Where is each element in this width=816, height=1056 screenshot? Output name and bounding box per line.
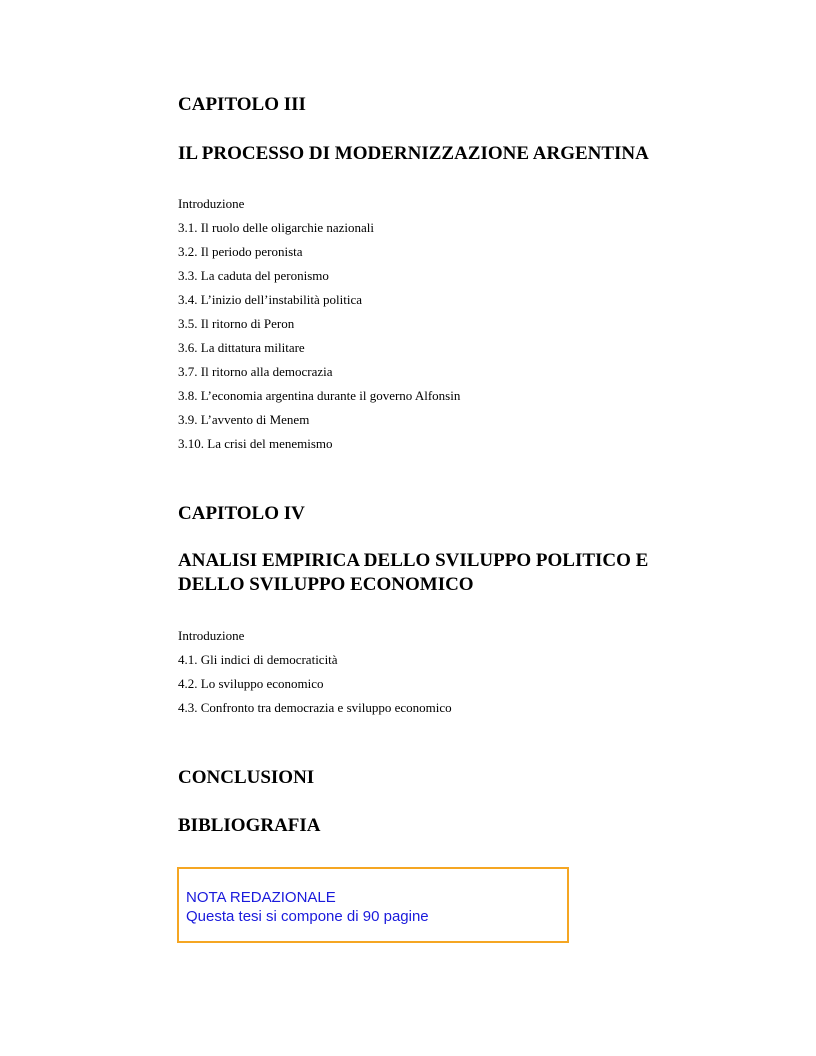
chapter4-label: CAPITOLO IV — [178, 503, 305, 524]
bibliografia-heading: BIBLIOGRAFIA — [178, 815, 321, 836]
toc-item: 3.3. La caduta del peronismo — [178, 268, 329, 283]
toc-item: 3.8. L’economia argentina durante il governo Alfonsin — [178, 388, 461, 403]
toc-item: 3.5. Il ritorno di Peron — [178, 316, 295, 331]
chapter4-title-line1: ANALISI EMPIRICA DELLO SVILUPPO POLITICO E — [178, 550, 649, 571]
note-title: NOTA REDAZIONALE — [186, 889, 336, 906]
note-text: Questa tesi si compone di 90 pagine — [186, 908, 429, 925]
chapter3-title: IL PROCESSO DI MODERNIZZAZIONE ARGENTINA — [178, 143, 649, 164]
toc-item: Introduzione — [178, 196, 245, 211]
toc-item: 3.1. Il ruolo delle oligarchie nazionali — [178, 220, 375, 235]
toc-item: 3.7. Il ritorno alla democrazia — [178, 364, 333, 379]
toc-item: 3.2. Il periodo peronista — [178, 244, 303, 259]
toc-item: Introduzione — [178, 628, 245, 643]
toc-item: 4.2. Lo sviluppo economico — [178, 676, 324, 691]
toc-item: 4.3. Confronto tra democrazia e sviluppo economico — [178, 700, 452, 715]
toc-item: 3.4. L’inizio dell’instabilità politica — [178, 292, 363, 307]
conclusioni-heading: CONCLUSIONI — [178, 767, 315, 788]
editorial-note-box — [177, 867, 569, 943]
toc-item: 4.1. Gli indici di democraticità — [178, 652, 338, 667]
toc-item: 3.10. La crisi del menemismo — [178, 436, 333, 451]
toc-item: 3.9. L’avvento di Menem — [178, 412, 310, 427]
chapter4-title-line2: DELLO SVILUPPO ECONOMICO — [178, 574, 474, 595]
chapter3-label: CAPITOLO III — [178, 94, 306, 115]
toc-item: 3.6. La dittatura militare — [178, 340, 305, 355]
